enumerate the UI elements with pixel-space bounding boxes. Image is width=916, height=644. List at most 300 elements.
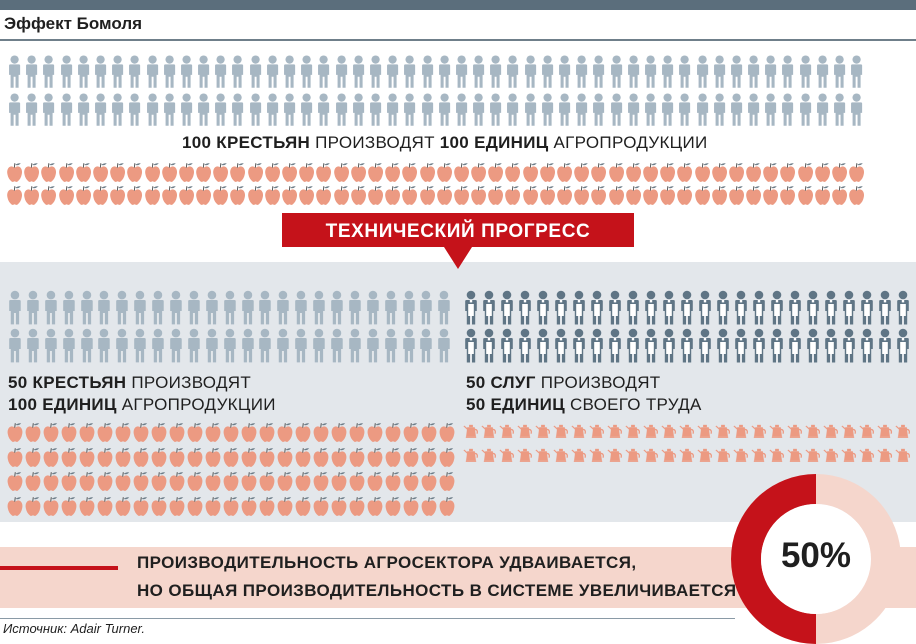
apple-icon [315,185,332,206]
peasant-grid-bottom [6,290,453,364]
person-icon [400,328,418,364]
apple-icon [366,496,384,517]
kettle-icon [480,422,498,439]
apple-icon [222,447,240,468]
person-icon [167,290,185,326]
kettle-icon [570,422,588,439]
apple-icon [222,496,240,517]
apple-icon [6,496,24,517]
conclusion-line-2: НО ОБЩАЯ ПРОИЗВОДИТЕЛЬНОСТЬ В СИСТЕМЕ УВЕЛИЧИВАЕТСЯ НА [137,581,767,600]
apple-icon [298,162,315,183]
apple-icon [229,185,246,206]
apple-icon [694,162,711,183]
person-icon [185,328,203,364]
apple-icon [168,447,186,468]
person-icon [60,290,78,326]
person-icon [470,54,487,90]
apple-icon [487,185,504,206]
apple-icon [222,471,240,492]
person-icon [522,92,539,128]
kettle-icon [624,422,642,439]
kettle-icon [570,446,588,463]
kettle-icon [516,422,534,439]
servant-icon [660,328,678,364]
person-icon [256,290,274,326]
apple-icon [109,185,126,206]
person-icon [23,54,40,90]
apple-icon [420,422,438,443]
apple-icon [745,185,762,206]
apple-icon [330,471,348,492]
apple-icon [161,162,178,183]
apple-icon [848,162,865,183]
apple-icon [367,162,384,183]
kettle-icon [750,422,768,439]
person-icon [23,92,40,128]
apple-icon [438,422,456,443]
apple-icon [75,162,92,183]
kettle-icon [894,446,912,463]
person-icon [642,54,659,90]
kettle-icon [768,446,786,463]
apple-icon [109,162,126,183]
apple-icon [590,162,607,183]
apple-icon [294,496,312,517]
servant-icon [624,328,642,364]
kettle-icon [696,422,714,439]
person-icon [711,54,728,90]
right-caption: 50 СЛУГ ПРОИЗВОДЯТ 50 ЕДИНИЦ СВОЕГО ТРУДА [466,373,702,414]
servant-icon [696,328,714,364]
person-icon [401,54,418,90]
apple-icon [204,422,222,443]
person-icon [401,92,418,128]
apple-icon [294,422,312,443]
person-icon [487,54,504,90]
apple-icon [779,185,796,206]
servant-icon [822,328,840,364]
apple-icon [240,447,258,468]
apple-icon [384,162,401,183]
apple-icon [728,185,745,206]
person-icon [178,54,195,90]
person-icon [92,54,109,90]
kettle-icon [858,422,876,439]
person-icon [281,54,298,90]
apple-icon [539,162,556,183]
apple-icon [831,162,848,183]
apple-icon [258,496,276,517]
servant-icon [786,290,804,326]
person-icon [113,290,131,326]
kettle-icon [660,422,678,439]
person-icon [346,328,364,364]
kettle-icon [462,422,480,439]
kettle-grid [462,422,912,463]
apple-icon [294,471,312,492]
apple-icon [114,471,132,492]
apple-icon [453,185,470,206]
person-icon [436,54,453,90]
person-icon [212,54,229,90]
apple-icon [333,185,350,206]
kettle-icon [642,422,660,439]
apple-icon [420,447,438,468]
person-icon [58,54,75,90]
person-icon [195,54,212,90]
person-icon [239,290,257,326]
apple-icon [96,496,114,517]
apple-icon [212,185,229,206]
apple-icon [114,496,132,517]
person-icon [95,290,113,326]
apple-icon [333,162,350,183]
apple-icon [312,447,330,468]
person-icon [539,92,556,128]
apple-icon [204,471,222,492]
apple-icon [40,162,57,183]
apple-icon [711,162,728,183]
servant-icon [534,328,552,364]
apple-icon [24,447,42,468]
servant-icon [678,290,696,326]
person-icon [126,92,143,128]
kettle-icon [588,446,606,463]
apple-icon [240,471,258,492]
kettle-icon [660,446,678,463]
person-icon [212,92,229,128]
left-caption: 50 КРЕСТЬЯН ПРОИЗВОДЯТ 100 ЕДИНИЦ АГРОПРОДУКЦИИ [8,373,276,414]
apple-icon [539,185,556,206]
apple-icon [78,496,96,517]
person-icon [40,54,57,90]
servant-icon [876,328,894,364]
person-icon [419,92,436,128]
person-icon [694,54,711,90]
person-icon [659,54,676,90]
servant-icon [462,290,480,326]
apple-icon [96,471,114,492]
servant-icon [822,290,840,326]
person-icon [417,290,435,326]
person-icon [221,290,239,326]
kettle-icon [750,446,768,463]
person-icon [256,328,274,364]
apple-icon [312,471,330,492]
person-icon [453,54,470,90]
apple-icon [436,162,453,183]
person-icon [42,328,60,364]
apple-icon [281,185,298,206]
apple-icon [204,447,222,468]
person-icon [814,92,831,128]
person-icon [814,54,831,90]
apple-icon [504,185,521,206]
apple-icon [659,185,676,206]
apple-icon [6,185,23,206]
servant-icon [516,290,534,326]
kettle-icon [480,446,498,463]
person-icon [659,92,676,128]
person-icon [590,92,607,128]
person-icon [126,54,143,90]
person-icon [453,92,470,128]
person-icon [195,92,212,128]
person-icon [149,290,167,326]
apple-icon [186,471,204,492]
kettle-icon [552,422,570,439]
apple-icon [92,185,109,206]
apple-icon [229,162,246,183]
apple-icon [75,185,92,206]
apple-icon [60,496,78,517]
apple-icon [258,471,276,492]
conclusion-accent-line [0,566,118,570]
apple-icon [728,162,745,183]
servant-icon [768,290,786,326]
person-icon [762,54,779,90]
apple-icon [78,471,96,492]
kettle-icon [822,422,840,439]
apple-icon [6,162,23,183]
servant-icon [498,328,516,364]
apple-icon [24,496,42,517]
person-icon [274,328,292,364]
apple-icon [762,162,779,183]
apple-icon [848,185,865,206]
person-icon [264,92,281,128]
person-icon [42,290,60,326]
apple-icon [195,162,212,183]
kettle-icon [804,446,822,463]
servant-icon [696,290,714,326]
person-icon [522,54,539,90]
person-icon [608,92,625,128]
person-icon [797,92,814,128]
apple-icon [178,185,195,206]
person-icon [676,92,693,128]
person-icon [292,328,310,364]
apple-icon [694,185,711,206]
apple-icon [247,185,264,206]
servant-icon [660,290,678,326]
apple-icon [150,496,168,517]
apple-icon [195,185,212,206]
apple-icon [453,162,470,183]
person-icon [264,54,281,90]
apple-icon [573,185,590,206]
kettle-icon [534,422,552,439]
apple-icon [438,496,456,517]
apple-icon [240,422,258,443]
apple-icon [676,162,693,183]
apple-icon [161,185,178,206]
apple-icon [384,471,402,492]
kettle-icon [894,422,912,439]
apple-icon [470,185,487,206]
apple-icon [60,447,78,468]
servant-icon [606,290,624,326]
apple-icon [797,162,814,183]
person-icon [642,92,659,128]
person-icon [221,328,239,364]
apple-icon [186,422,204,443]
person-icon [328,328,346,364]
apple-icon [330,496,348,517]
kettle-icon [696,446,714,463]
kettle-icon [714,422,732,439]
servant-icon [786,328,804,364]
apple-icon [42,447,60,468]
apple-icon [258,447,276,468]
person-icon [350,92,367,128]
apple-icon [366,447,384,468]
person-icon [6,328,24,364]
person-icon [149,328,167,364]
apple-icon [114,447,132,468]
person-icon [131,290,149,326]
apple-icon [814,185,831,206]
apple-icon [168,496,186,517]
person-icon [608,54,625,90]
person-icon [728,92,745,128]
person-icon [92,92,109,128]
apple-icon [312,422,330,443]
kettle-icon [732,446,750,463]
apple-icon [522,162,539,183]
kettle-icon [786,422,804,439]
person-icon [417,328,435,364]
servant-icon [768,328,786,364]
apple-icon [281,162,298,183]
person-icon [292,290,310,326]
apple-icon [676,185,693,206]
apple-icon [348,422,366,443]
top-color-bar [0,0,916,10]
apple-icon [132,471,150,492]
kettle-icon [642,446,660,463]
servant-icon [714,328,732,364]
apple-icon [814,162,831,183]
apple-icon [58,185,75,206]
servant-icon [552,328,570,364]
kettle-icon [462,446,480,463]
apple-icon [348,471,366,492]
person-icon [625,54,642,90]
person-icon [298,54,315,90]
person-icon [676,54,693,90]
kettle-icon [552,446,570,463]
person-icon [144,92,161,128]
title-divider [0,39,916,41]
apple-icon [42,471,60,492]
person-icon [367,54,384,90]
apple-icon [350,185,367,206]
person-icon [315,54,332,90]
top-caption: 100 КРЕСТЬЯН ПРОИЗВОДЯТ 100 ЕДИНИЦ АГРОПРОДУКЦИИ [182,133,708,152]
person-icon [78,328,96,364]
apple-icon [625,185,642,206]
apple-icon [276,496,294,517]
person-icon [161,54,178,90]
servant-icon [534,290,552,326]
apple-icon [367,185,384,206]
apple-icon [366,422,384,443]
person-icon [382,328,400,364]
apple-icon [40,185,57,206]
apple-icon [276,471,294,492]
person-icon [831,92,848,128]
apple-icon [573,162,590,183]
apple-icon [264,162,281,183]
apple-icon [96,422,114,443]
apple-icon [384,496,402,517]
person-icon [178,92,195,128]
person-icon [95,328,113,364]
apple-icon [247,162,264,183]
person-icon [470,92,487,128]
person-icon [109,54,126,90]
person-icon [556,54,573,90]
person-icon [848,92,865,128]
apple-icon [6,422,24,443]
apple-icon [642,185,659,206]
apple-icon [144,185,161,206]
apple-icon [504,162,521,183]
apple-icon [401,162,418,183]
person-icon [436,92,453,128]
person-icon [6,54,23,90]
kettle-icon [858,446,876,463]
apple-icon [608,185,625,206]
apple-icon [186,447,204,468]
apple-icon [78,422,96,443]
servant-icon [840,290,858,326]
person-icon [131,328,149,364]
person-icon [40,92,57,128]
apple-icon [762,185,779,206]
kettle-icon [876,422,894,439]
person-icon [382,290,400,326]
person-icon [60,328,78,364]
person-icon [239,328,257,364]
servant-icon [732,290,750,326]
apple-icon [126,162,143,183]
person-icon [694,92,711,128]
apple-icon [350,162,367,183]
person-icon [78,290,96,326]
peasant-grid-top [6,54,865,128]
person-icon [333,92,350,128]
kettle-icon [678,446,696,463]
person-icon [58,92,75,128]
apple-icon [608,162,625,183]
apple-grid-top [6,162,865,206]
kettle-icon [534,446,552,463]
person-icon [185,290,203,326]
person-icon [75,92,92,128]
person-icon [75,54,92,90]
apple-icon [366,471,384,492]
apple-icon [144,162,161,183]
apple-icon [23,185,40,206]
apple-icon [384,447,402,468]
increase-percent-label: 50% [780,536,852,575]
apple-icon [150,471,168,492]
apple-icon [797,185,814,206]
person-icon [711,92,728,128]
apple-icon [402,447,420,468]
